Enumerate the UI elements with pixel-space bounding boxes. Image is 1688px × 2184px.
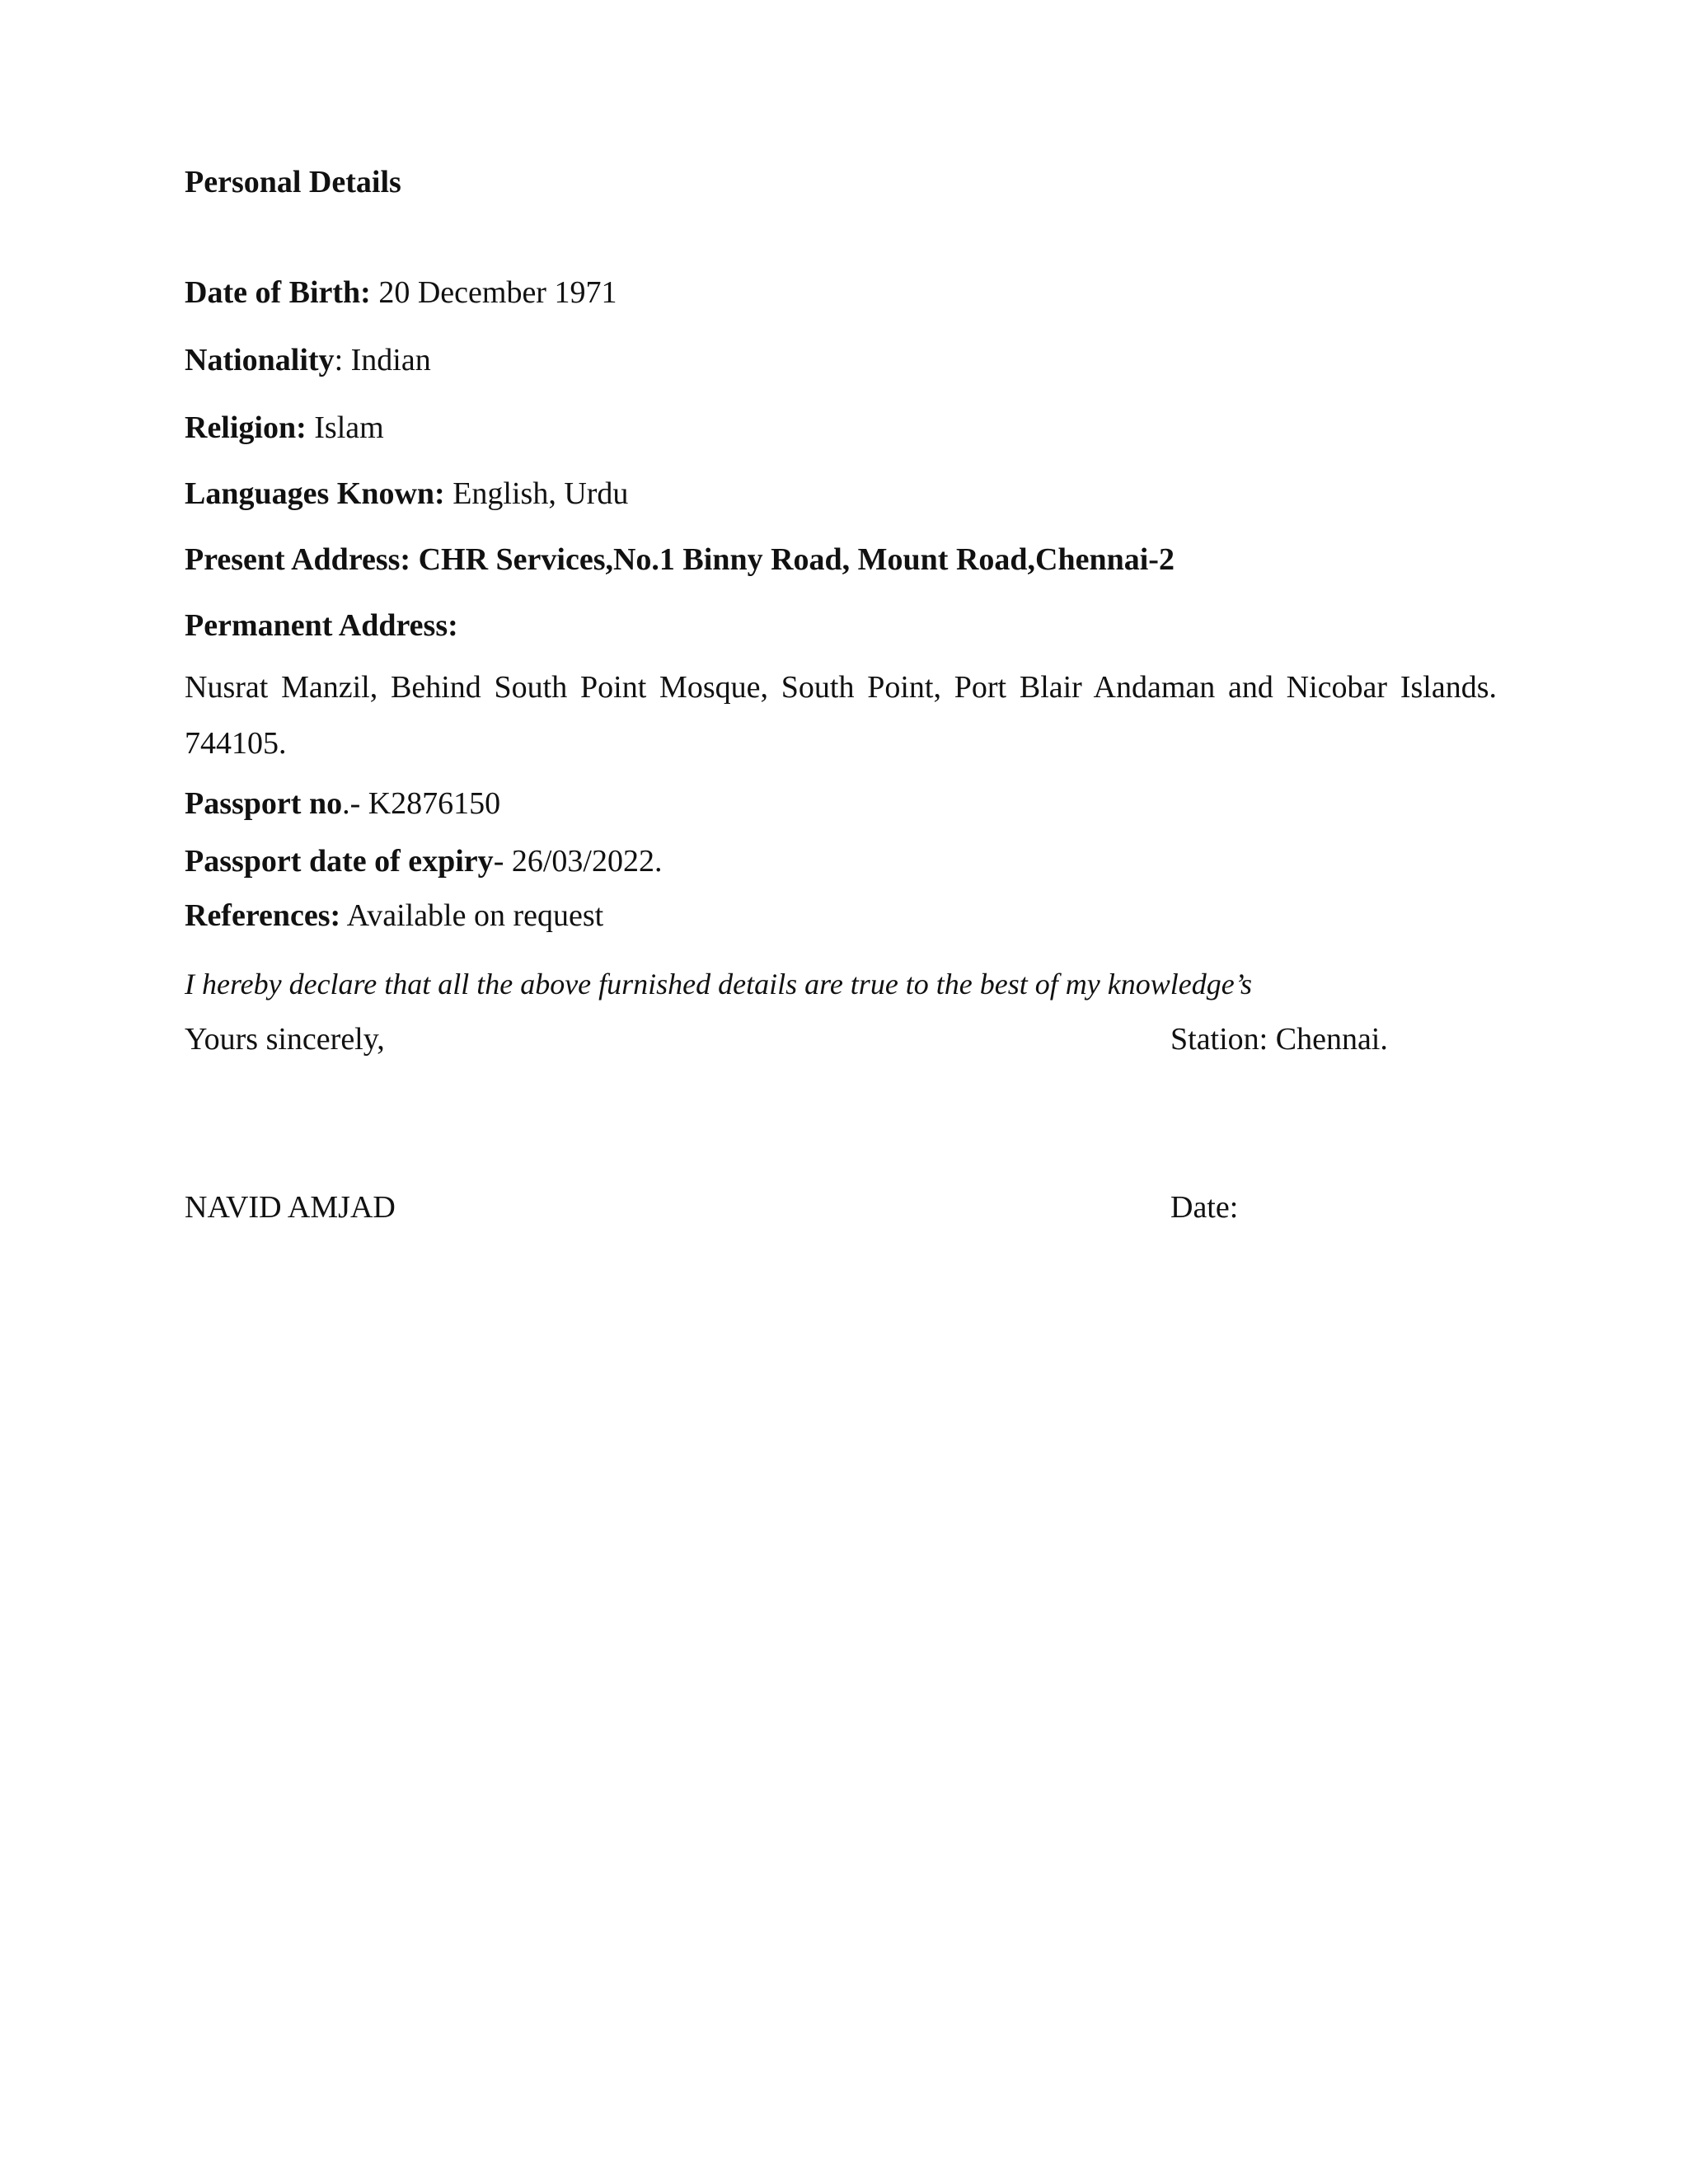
- references-label: References:: [185, 898, 341, 933]
- languages-row: [185, 478, 628, 509]
- references-row: [185, 900, 603, 931]
- date-label: Date:: [1170, 1190, 1239, 1225]
- permanent-address-row: [185, 610, 458, 641]
- section-heading: Personal Details: [185, 165, 401, 199]
- references-value: Available on request: [340, 898, 604, 933]
- passport-expiry-row: [185, 846, 662, 877]
- station-text: Station: Chennai.: [1170, 1022, 1388, 1057]
- dob-value: 20 December 1971: [370, 275, 617, 310]
- passport-expiry-label: Passport date of expiry: [185, 844, 494, 879]
- religion-row: [185, 412, 384, 443]
- passport-no-value: .- K2876150: [342, 786, 501, 821]
- passport-no-label: Passport no: [185, 786, 343, 821]
- signatory-name: NAVID AMJAD: [185, 1190, 396, 1225]
- passport-expiry-value: - 26/03/2022.: [493, 844, 663, 879]
- permanent-address-value: Nusrat Manzil, Behind South Point Mosque, South Point, Port Blair Andaman and Nicobar Islands. 744105.: [185, 670, 1497, 761]
- nationality-row: [185, 344, 431, 376]
- present-address-label: Present Address:: [185, 542, 411, 577]
- religion-label: Religion:: [185, 410, 307, 445]
- passport-no-row: [185, 788, 500, 819]
- dob-label: Date of Birth:: [185, 275, 371, 310]
- languages-label: Languages Known:: [185, 476, 445, 511]
- religion-value: Islam: [306, 410, 384, 445]
- present-address-row: [185, 544, 1175, 575]
- dob-row: [185, 277, 617, 308]
- declaration-text: I hereby declare that all the above furnished details are true to the best of my knowledge’s: [185, 968, 1253, 1001]
- nationality-label: Nationality: [185, 343, 335, 377]
- languages-value: English, Urdu: [444, 476, 629, 511]
- salutation: Yours sincerely,: [185, 1022, 385, 1057]
- present-address-value: CHR Services,No.1 Binny Road, Mount Road,Chennai-2: [410, 542, 1175, 577]
- permanent-address-label: Permanent Address:: [185, 608, 458, 643]
- nationality-value: : Indian: [334, 343, 431, 377]
